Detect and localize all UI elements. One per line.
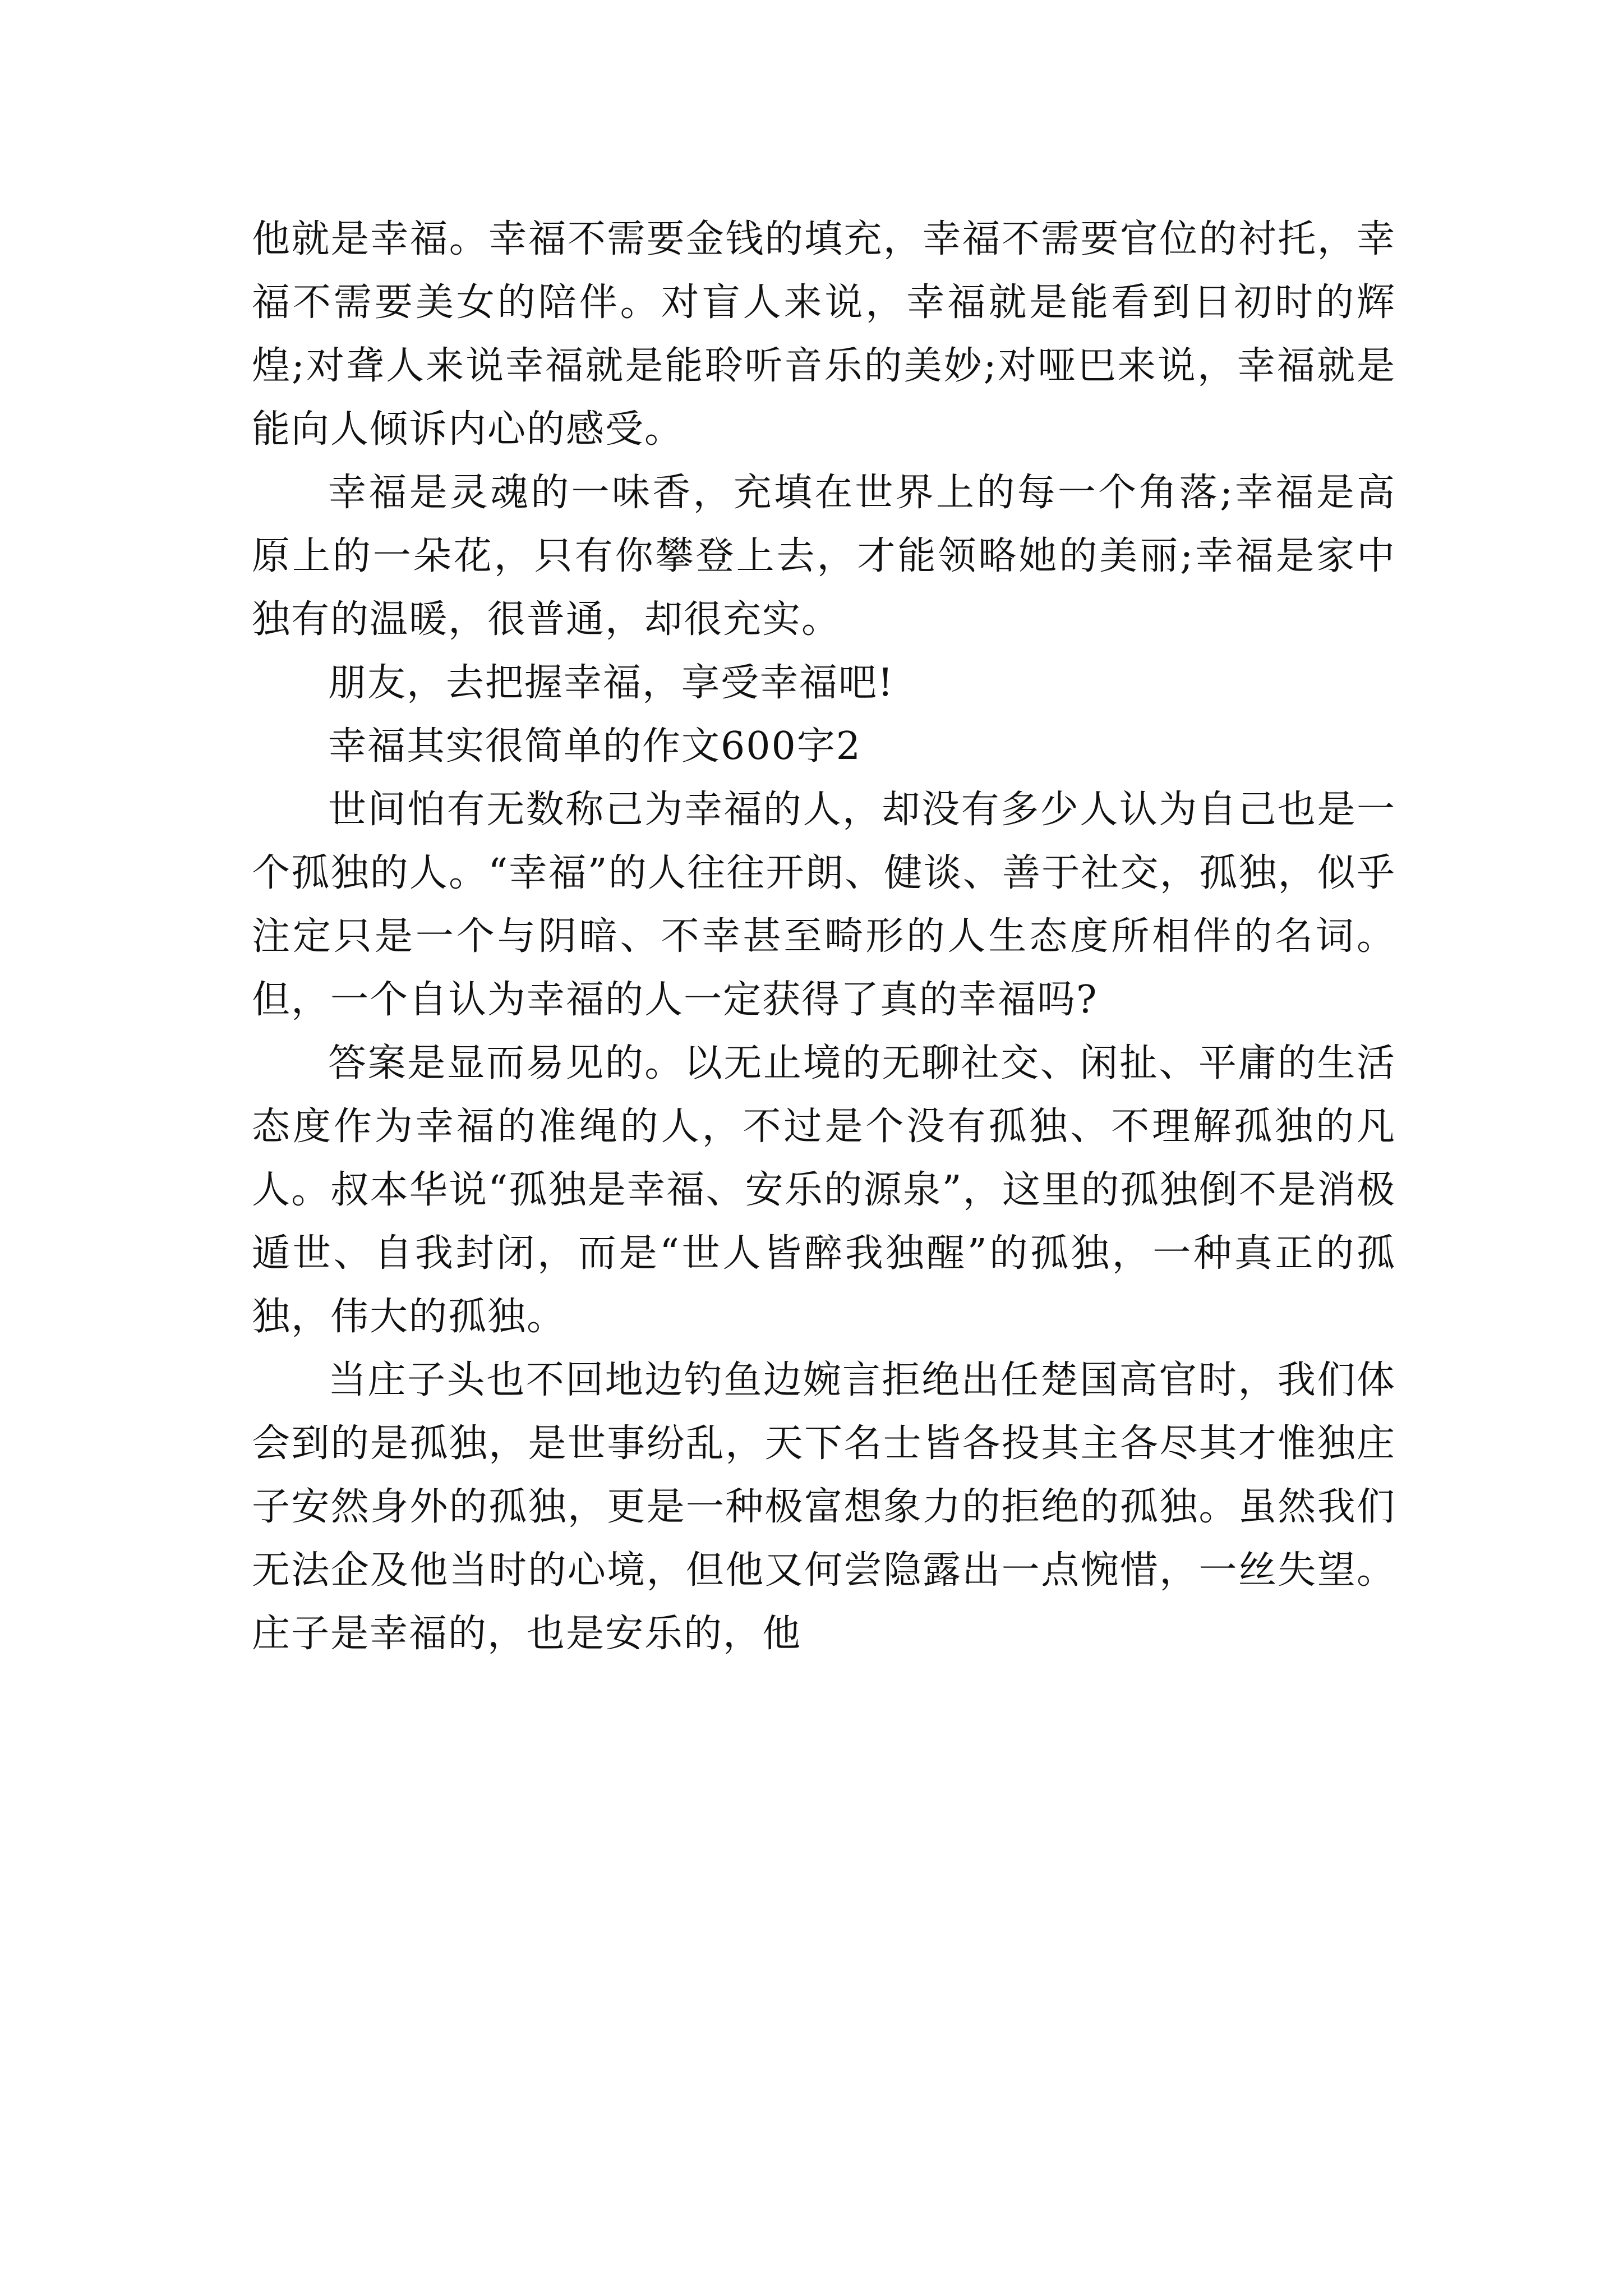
paragraph: 他就是幸福。幸福不需要金钱的填充，幸福不需要官位的衬托，幸福不需要美女的陪伴。对盲人来说，幸福就是能看到日初时的辉煌;对聋人来说幸福就是能聆听音乐的美妙;对哑巴来说，幸福就是能向人倾诉内心的感受。 (252, 217, 1396, 452)
paragraph: 幸福是灵魂的一味香，充填在世界上的每一个角落;幸福是高原上的一朵花，只有你攀登上去，才能领略她的美丽;幸福是家中独有的温暖，很普通，却很充实。 (252, 471, 1396, 642)
paragraph: 朋友，去把握幸福，享受幸福吧! (328, 661, 895, 705)
section-heading: 幸福其实很简单的作文600字2 (328, 724, 862, 769)
paragraph: 答案是显而易见的。以无止境的无聊社交、闲扯、平庸的生活态度作为幸福的准绳的人，不过是个没有孤独、不理解孤独的凡人。叔本华说“孤独是幸福、安乐的源泉”，这里的孤独倒不是消极遁世、自我封闭，而是“世人皆醉我独醒”的孤独，一种真正的孤独，伟大的孤独。 (252, 1041, 1396, 1339)
paragraph: 当庄子头也不回地边钓鱼边婉言拒绝出任楚国高官时，我们体会到的是孤独，是世事纷乱，天下名士皆各投其主各尽其才惟独庄子安然身外的孤独，更是一种极富想象力的拒绝的孤独。虽然我们无法企及他当时的心境，但他又何尝隐露出一点惋惜，一丝失望。庄子是幸福的，也是安乐的，他 (252, 1358, 1396, 1656)
paragraph: 世间怕有无数称己为幸福的人，却没有多少人认为自己也是一个孤独的人。“幸福”的人往往开朗、健谈、善于社交，孤独，似乎注定只是一个与阴暗、不幸甚至畸形的人生态度所相伴的名词。但，一个自认为幸福的人一定获得了真的幸福吗? (252, 788, 1396, 1022)
document-body (252, 208, 1396, 1665)
